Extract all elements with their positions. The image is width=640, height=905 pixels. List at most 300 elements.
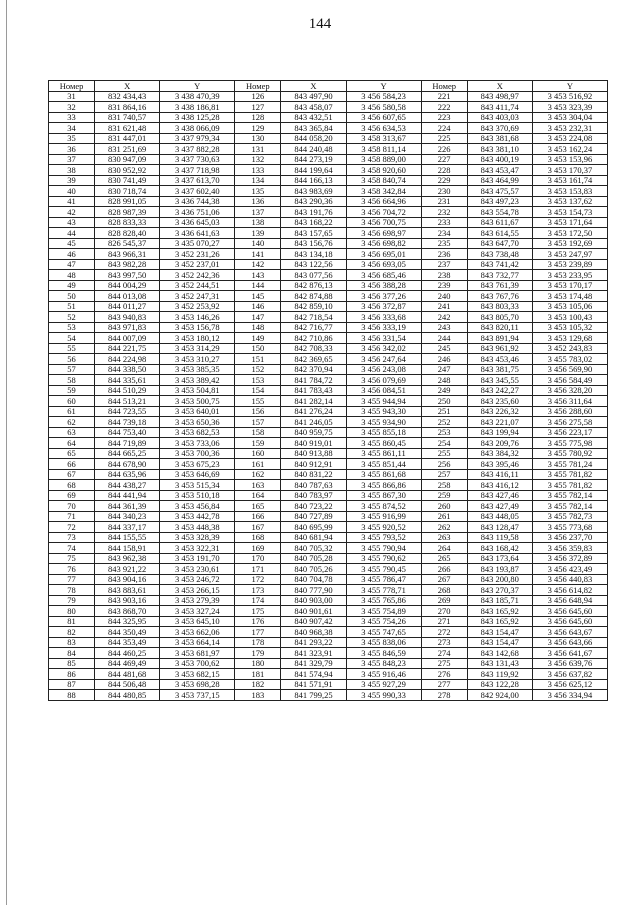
number-cell: 249 (421, 385, 467, 396)
y-cell: 3 453 504,81 (160, 385, 235, 396)
number-cell: 163 (235, 480, 281, 491)
table-row (49, 427, 608, 438)
x-cell: 843 365,84 (281, 123, 346, 134)
number-cell: 276 (421, 669, 467, 680)
number-cell: 39 (49, 175, 95, 186)
table-row (49, 448, 608, 459)
number-cell: 224 (421, 123, 467, 134)
x-cell: 840 912,91 (281, 459, 346, 470)
number-cell: 272 (421, 627, 467, 638)
number-cell: 226 (421, 144, 467, 155)
number-cell: 268 (421, 585, 467, 596)
x-cell: 842 718,54 (281, 312, 346, 323)
x-cell: 840 777,90 (281, 585, 346, 596)
number-cell: 222 (421, 102, 467, 113)
table-row (49, 291, 608, 302)
table-row (49, 270, 608, 281)
table-row (49, 175, 608, 186)
x-cell: 828 987,39 (95, 207, 160, 218)
y-cell: 3 456 223,17 (532, 427, 607, 438)
number-cell: 175 (235, 606, 281, 617)
number-cell: 132 (235, 154, 281, 165)
number-cell: 87 (49, 679, 95, 690)
x-cell: 843 154,47 (467, 637, 532, 648)
x-cell: 843 475,57 (467, 186, 532, 197)
x-cell: 844 753,40 (95, 427, 160, 438)
y-cell: 3 456 704,72 (346, 207, 421, 218)
number-cell: 64 (49, 438, 95, 449)
number-cell: 242 (421, 312, 467, 323)
y-cell: 3 453 137,62 (532, 196, 607, 207)
table-row (49, 616, 608, 627)
x-cell: 841 276,24 (281, 406, 346, 417)
y-cell: 3 438 125,28 (160, 112, 235, 123)
y-cell: 3 437 979,34 (160, 133, 235, 144)
y-cell: 3 455 793,52 (346, 532, 421, 543)
x-cell: 841 783,43 (281, 385, 346, 396)
x-cell: 843 448,05 (467, 511, 532, 522)
number-cell: 250 (421, 396, 467, 407)
header-number-col-1: Номер (49, 81, 95, 92)
table-row (49, 690, 608, 701)
number-cell: 169 (235, 543, 281, 554)
number-cell: 244 (421, 333, 467, 344)
y-cell: 3 456 372,89 (532, 553, 607, 564)
number-cell: 49 (49, 280, 95, 291)
header-number-col-3: Номер (421, 81, 467, 92)
x-cell: 843 119,58 (467, 532, 532, 543)
table-row (49, 574, 608, 585)
y-cell: 3 437 882,28 (160, 144, 235, 155)
table-row (49, 564, 608, 575)
number-cell: 59 (49, 385, 95, 396)
y-cell: 3 458 889,00 (346, 154, 421, 165)
number-cell: 148 (235, 322, 281, 333)
x-cell: 843 961,92 (467, 343, 532, 354)
number-cell: 77 (49, 574, 95, 585)
y-cell: 3 455 765,86 (346, 595, 421, 606)
number-cell: 234 (421, 228, 467, 239)
x-cell: 844 723,55 (95, 406, 160, 417)
number-cell: 141 (235, 249, 281, 260)
x-cell: 842 708,33 (281, 343, 346, 354)
x-cell: 843 168,42 (467, 543, 532, 554)
y-cell: 3 453 153,96 (532, 154, 607, 165)
x-cell: 843 611,67 (467, 217, 532, 228)
y-cell: 3 438 186,81 (160, 102, 235, 113)
number-cell: 42 (49, 207, 95, 218)
table-row (49, 501, 608, 512)
table-row (49, 102, 608, 113)
number-cell: 156 (235, 406, 281, 417)
number-cell: 236 (421, 249, 467, 260)
number-cell: 162 (235, 469, 281, 480)
table-row (49, 480, 608, 491)
y-cell: 3 456 648,94 (532, 595, 607, 606)
x-cell: 843 805,70 (467, 312, 532, 323)
number-cell: 228 (421, 165, 467, 176)
number-cell: 273 (421, 637, 467, 648)
x-cell: 843 997,50 (95, 270, 160, 281)
x-cell: 844 665,25 (95, 448, 160, 459)
x-cell: 844 007,09 (95, 333, 160, 344)
y-cell: 3 455 780,92 (532, 448, 607, 459)
y-cell: 3 453 737,15 (160, 690, 235, 701)
x-cell: 843 185,71 (467, 595, 532, 606)
y-cell: 3 458 920,60 (346, 165, 421, 176)
x-cell: 841 293,22 (281, 637, 346, 648)
y-cell: 3 452 231,26 (160, 249, 235, 260)
number-cell: 145 (235, 291, 281, 302)
x-cell: 843 554,78 (467, 207, 532, 218)
x-cell: 843 221,07 (467, 417, 532, 428)
table-row (49, 280, 608, 291)
table-row (49, 553, 608, 564)
y-cell: 3 438 066,09 (160, 123, 235, 134)
y-cell: 3 437 730,63 (160, 154, 235, 165)
number-cell: 69 (49, 490, 95, 501)
number-cell: 271 (421, 616, 467, 627)
x-cell: 844 337,17 (95, 522, 160, 533)
y-cell: 3 456 359,83 (532, 543, 607, 554)
x-cell: 841 323,91 (281, 648, 346, 659)
x-cell: 843 191,76 (281, 207, 346, 218)
number-cell: 221 (421, 91, 467, 102)
x-cell: 843 131,43 (467, 658, 532, 669)
header-y-col-2: Y (346, 81, 421, 92)
x-cell: 843 270,37 (467, 585, 532, 596)
x-cell: 844 240,48 (281, 144, 346, 155)
x-cell: 843 193,87 (467, 564, 532, 575)
number-cell: 126 (235, 91, 281, 102)
number-cell: 68 (49, 480, 95, 491)
number-cell: 235 (421, 238, 467, 249)
table-row (49, 679, 608, 690)
table-row (49, 312, 608, 323)
number-cell: 45 (49, 238, 95, 249)
y-cell: 3 456 328,20 (532, 385, 607, 396)
number-cell: 274 (421, 648, 467, 659)
table-row (49, 490, 608, 501)
number-cell: 50 (49, 291, 95, 302)
x-cell: 843 732,77 (467, 270, 532, 281)
number-cell: 40 (49, 186, 95, 197)
number-cell: 171 (235, 564, 281, 575)
number-cell: 251 (421, 406, 467, 417)
x-cell: 843 820,11 (467, 322, 532, 333)
x-cell: 843 156,76 (281, 238, 346, 249)
y-cell: 3 456 698,82 (346, 238, 421, 249)
x-cell: 843 741,42 (467, 259, 532, 270)
number-cell: 168 (235, 532, 281, 543)
number-cell: 260 (421, 501, 467, 512)
y-cell: 3 455 944,94 (346, 396, 421, 407)
x-cell: 843 077,56 (281, 270, 346, 281)
y-cell: 3 453 170,37 (532, 165, 607, 176)
number-cell: 140 (235, 238, 281, 249)
x-cell: 844 510,29 (95, 385, 160, 396)
x-cell: 843 497,90 (281, 91, 346, 102)
table-row (49, 669, 608, 680)
y-cell: 3 453 191,70 (160, 553, 235, 564)
y-cell: 3 456 614,82 (532, 585, 607, 596)
number-cell: 265 (421, 553, 467, 564)
y-cell: 3 453 232,31 (532, 123, 607, 134)
number-cell: 157 (235, 417, 281, 428)
y-cell: 3 453 161,74 (532, 175, 607, 186)
y-cell: 3 453 733,06 (160, 438, 235, 449)
table-row (49, 469, 608, 480)
number-cell: 44 (49, 228, 95, 239)
x-cell: 843 940,83 (95, 312, 160, 323)
x-cell: 843 803,33 (467, 301, 532, 312)
x-cell: 843 381,75 (467, 364, 532, 375)
x-cell: 844 469,49 (95, 658, 160, 669)
y-cell: 3 453 314,29 (160, 343, 235, 354)
number-cell: 181 (235, 669, 281, 680)
table-body (49, 91, 608, 700)
number-cell: 153 (235, 375, 281, 386)
number-cell: 270 (421, 606, 467, 617)
y-cell: 3 453 516,92 (532, 91, 607, 102)
number-cell: 159 (235, 438, 281, 449)
number-cell: 173 (235, 585, 281, 596)
x-cell: 843 427,46 (467, 490, 532, 501)
number-cell: 240 (421, 291, 467, 302)
y-cell: 3 455 782,14 (532, 501, 607, 512)
number-cell: 239 (421, 280, 467, 291)
y-cell: 3 453 448,38 (160, 522, 235, 533)
y-cell: 3 456 643,66 (532, 637, 607, 648)
number-cell: 172 (235, 574, 281, 585)
number-cell: 32 (49, 102, 95, 113)
y-cell: 3 453 180,12 (160, 333, 235, 344)
number-cell: 76 (49, 564, 95, 575)
y-cell: 3 453 247,97 (532, 249, 607, 260)
x-cell: 844 353,49 (95, 637, 160, 648)
x-cell: 828 833,33 (95, 217, 160, 228)
x-cell: 843 921,22 (95, 564, 160, 575)
y-cell: 3 455 838,06 (346, 637, 421, 648)
y-cell: 3 437 602,40 (160, 186, 235, 197)
number-cell: 31 (49, 91, 95, 102)
header-x-col-1: X (95, 81, 160, 92)
number-cell: 269 (421, 595, 467, 606)
x-cell: 843 381,10 (467, 144, 532, 155)
y-cell: 3 455 916,46 (346, 669, 421, 680)
x-cell: 844 338,50 (95, 364, 160, 375)
y-cell: 3 458 840,74 (346, 175, 421, 186)
y-cell: 3 456 334,94 (532, 690, 607, 701)
x-cell: 840 831,22 (281, 469, 346, 480)
y-cell: 3 437 718,98 (160, 165, 235, 176)
number-cell: 177 (235, 627, 281, 638)
y-cell: 3 455 781,82 (532, 469, 607, 480)
x-cell: 843 962,38 (95, 553, 160, 564)
x-cell: 844 480,85 (95, 690, 160, 701)
number-cell: 143 (235, 270, 281, 281)
y-cell: 3 456 645,60 (532, 616, 607, 627)
x-cell: 843 453,46 (467, 354, 532, 365)
number-cell: 133 (235, 165, 281, 176)
x-cell: 842 710,86 (281, 333, 346, 344)
x-cell: 841 799,25 (281, 690, 346, 701)
number-cell: 33 (49, 112, 95, 123)
y-cell: 3 456 331,54 (346, 333, 421, 344)
y-cell: 3 456 698,97 (346, 228, 421, 239)
x-cell: 843 400,19 (467, 154, 532, 165)
y-cell: 3 453 154,73 (532, 207, 607, 218)
number-cell: 154 (235, 385, 281, 396)
y-cell: 3 456 333,19 (346, 322, 421, 333)
x-cell: 843 891,94 (467, 333, 532, 344)
coordinates-table (48, 80, 608, 701)
x-cell: 843 458,07 (281, 102, 346, 113)
x-cell: 843 883,61 (95, 585, 160, 596)
x-cell: 826 545,37 (95, 238, 160, 249)
x-cell: 844 350,49 (95, 627, 160, 638)
number-cell: 38 (49, 165, 95, 176)
y-cell: 3 452 244,51 (160, 280, 235, 291)
x-cell: 844 224,98 (95, 354, 160, 365)
y-cell: 3 456 237,70 (532, 532, 607, 543)
y-cell: 3 456 377,26 (346, 291, 421, 302)
number-cell: 259 (421, 490, 467, 501)
y-cell: 3 436 641,63 (160, 228, 235, 239)
y-cell: 3 456 372,87 (346, 301, 421, 312)
x-cell: 844 158,91 (95, 543, 160, 554)
number-cell: 58 (49, 375, 95, 386)
number-cell: 37 (49, 154, 95, 165)
table-row (49, 385, 608, 396)
number-cell: 35 (49, 133, 95, 144)
number-cell: 278 (421, 690, 467, 701)
y-cell: 3 453 239,89 (532, 259, 607, 270)
y-cell: 3 456 645,60 (532, 606, 607, 617)
y-cell: 3 435 070,27 (160, 238, 235, 249)
x-cell: 843 982,28 (95, 259, 160, 270)
header-y-col-1: Y (160, 81, 235, 92)
table-row (49, 91, 608, 102)
number-cell: 61 (49, 406, 95, 417)
x-cell: 843 384,32 (467, 448, 532, 459)
x-cell: 843 142,68 (467, 648, 532, 659)
table-row (49, 322, 608, 333)
x-cell: 844 513,21 (95, 396, 160, 407)
y-cell: 3 453 662,06 (160, 627, 235, 638)
x-cell: 843 647,70 (467, 238, 532, 249)
table-row (49, 354, 608, 365)
header-x-col-2: X (281, 81, 346, 92)
x-cell: 844 361,39 (95, 501, 160, 512)
y-cell: 3 458 811,14 (346, 144, 421, 155)
x-cell: 843 242,27 (467, 385, 532, 396)
y-cell: 3 455 782,73 (532, 511, 607, 522)
number-cell: 142 (235, 259, 281, 270)
x-cell: 844 481,68 (95, 669, 160, 680)
number-cell: 179 (235, 648, 281, 659)
number-cell: 34 (49, 123, 95, 134)
x-cell: 843 134,18 (281, 249, 346, 260)
y-cell: 3 455 848,23 (346, 658, 421, 669)
x-cell: 842 716,77 (281, 322, 346, 333)
number-cell: 135 (235, 186, 281, 197)
y-cell: 3 453 246,72 (160, 574, 235, 585)
table-row (49, 438, 608, 449)
y-cell: 3 453 389,42 (160, 375, 235, 386)
x-cell: 840 695,99 (281, 522, 346, 533)
table-row (49, 658, 608, 669)
number-cell: 70 (49, 501, 95, 512)
page-number: 144 (308, 16, 332, 32)
y-cell: 3 453 174,48 (532, 291, 607, 302)
x-cell: 843 411,74 (467, 102, 532, 113)
x-cell: 840 681,94 (281, 532, 346, 543)
y-cell: 3 452 237,01 (160, 259, 235, 270)
x-cell: 843 381,68 (467, 133, 532, 144)
x-cell: 843 122,28 (467, 679, 532, 690)
x-cell: 843 966,31 (95, 249, 160, 260)
x-cell: 844 221,75 (95, 343, 160, 354)
number-cell: 84 (49, 648, 95, 659)
y-cell: 3 455 916,99 (346, 511, 421, 522)
x-cell: 843 173,64 (467, 553, 532, 564)
number-cell: 257 (421, 469, 467, 480)
x-cell: 844 335,61 (95, 375, 160, 386)
number-cell: 83 (49, 637, 95, 648)
y-cell: 3 456 685,46 (346, 270, 421, 281)
y-cell: 3 453 266,15 (160, 585, 235, 596)
number-cell: 151 (235, 354, 281, 365)
table-row (49, 301, 608, 312)
number-cell: 46 (49, 249, 95, 260)
y-cell: 3 455 934,90 (346, 417, 421, 428)
number-cell: 73 (49, 532, 95, 543)
table-row (49, 396, 608, 407)
number-cell: 74 (49, 543, 95, 554)
number-cell: 158 (235, 427, 281, 438)
number-cell: 160 (235, 448, 281, 459)
y-cell: 3 453 156,78 (160, 322, 235, 333)
x-cell: 843 983,69 (281, 186, 346, 197)
x-cell: 844 199,64 (281, 165, 346, 176)
number-cell: 182 (235, 679, 281, 690)
x-cell: 843 235,60 (467, 396, 532, 407)
y-cell: 3 456 584,23 (346, 91, 421, 102)
x-cell: 844 013,08 (95, 291, 160, 302)
y-cell: 3 453 172,50 (532, 228, 607, 239)
y-cell: 3 456 580,58 (346, 102, 421, 113)
number-cell: 167 (235, 522, 281, 533)
number-cell: 266 (421, 564, 467, 575)
number-cell: 129 (235, 123, 281, 134)
y-cell: 3 455 781,82 (532, 480, 607, 491)
table-row (49, 532, 608, 543)
x-cell: 841 571,91 (281, 679, 346, 690)
x-cell: 843 767,76 (467, 291, 532, 302)
number-cell: 149 (235, 333, 281, 344)
number-cell: 127 (235, 102, 281, 113)
y-cell: 3 455 867,30 (346, 490, 421, 501)
x-cell: 840 901,61 (281, 606, 346, 617)
number-cell: 130 (235, 133, 281, 144)
number-cell: 164 (235, 490, 281, 501)
table-row (49, 511, 608, 522)
y-cell: 3 456 643,67 (532, 627, 607, 638)
y-cell: 3 456 625,12 (532, 679, 607, 690)
x-cell: 843 903,16 (95, 595, 160, 606)
y-cell: 3 453 328,39 (160, 532, 235, 543)
